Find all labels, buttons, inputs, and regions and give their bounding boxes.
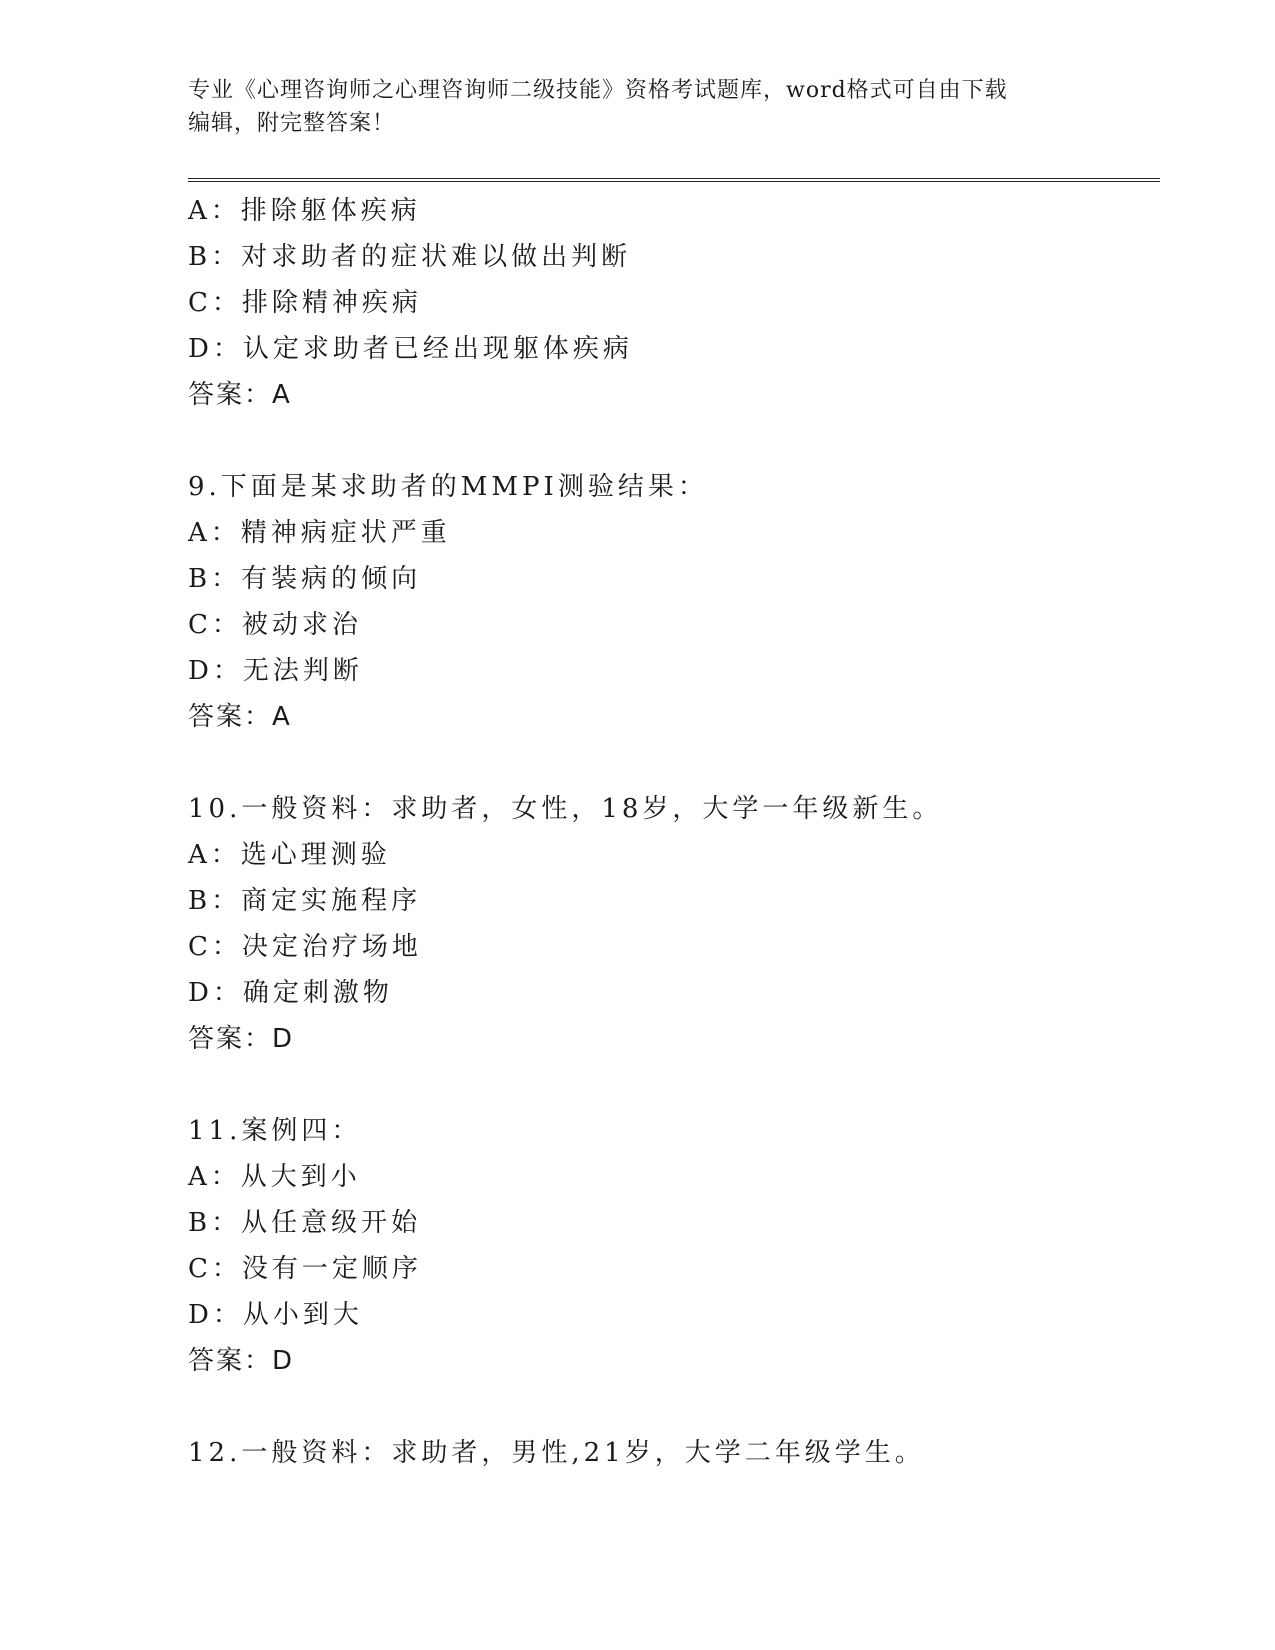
- question-8: [188, 188, 1160, 418]
- question-12: [188, 1430, 1160, 1476]
- option-c: C：没有一定顺序: [188, 1254, 422, 1284]
- option-d: D：认定求助者已经出现躯体疾病: [188, 334, 633, 364]
- option-a: A：从大到小: [188, 1162, 361, 1192]
- header-divider: [188, 178, 1160, 182]
- option-a: A：选心理测验: [188, 840, 391, 870]
- answer-line: 答案：D: [188, 1346, 295, 1376]
- question-stem: 9.下面是某求助者的MMPI测验结果：: [188, 472, 708, 502]
- question-list: [188, 188, 1160, 1476]
- question-9: [188, 464, 1160, 740]
- answer-line: 答案：A: [188, 702, 292, 732]
- spacer: [188, 1384, 1160, 1430]
- header-line-2: 编辑，附完整答案！: [188, 111, 396, 136]
- question-11: [188, 1108, 1160, 1384]
- option-d: D：从小到大: [188, 1300, 363, 1330]
- question-stem: 12.一般资料：求助者，男性,21岁，大学二年级学生。: [188, 1438, 925, 1468]
- option-c: C：排除精神疾病: [188, 288, 422, 318]
- option-a: A：排除躯体疾病: [188, 196, 421, 226]
- option-d: D：无法判断: [188, 656, 363, 686]
- question-stem: 11.案例四：: [188, 1116, 362, 1146]
- option-c: C：决定治疗场地: [188, 932, 422, 962]
- header-line-1: 专业《心理咨询师之心理咨询师二级技能》资格考试题库，word格式可自由下载: [188, 78, 1008, 103]
- spacer: [188, 1062, 1160, 1108]
- answer-line: 答案：A: [188, 380, 292, 410]
- option-b: B：从任意级开始: [188, 1208, 422, 1238]
- spacer: [188, 740, 1160, 786]
- option-b: B：商定实施程序: [188, 886, 422, 916]
- option-a: A：精神病症状严重: [188, 518, 451, 548]
- spacer: [188, 418, 1160, 464]
- document-header: [188, 74, 1088, 140]
- question-10: [188, 786, 1160, 1062]
- question-stem: 10.一般资料：求助者，女性，18岁，大学一年级新生。: [188, 794, 943, 824]
- option-c: C：被动求治: [188, 610, 362, 640]
- option-d: D：确定刺激物: [188, 978, 393, 1008]
- option-b: B：有装病的倾向: [188, 564, 422, 594]
- answer-line: 答案：D: [188, 1024, 295, 1054]
- option-b: B：对求助者的症状难以做出判断: [188, 242, 632, 272]
